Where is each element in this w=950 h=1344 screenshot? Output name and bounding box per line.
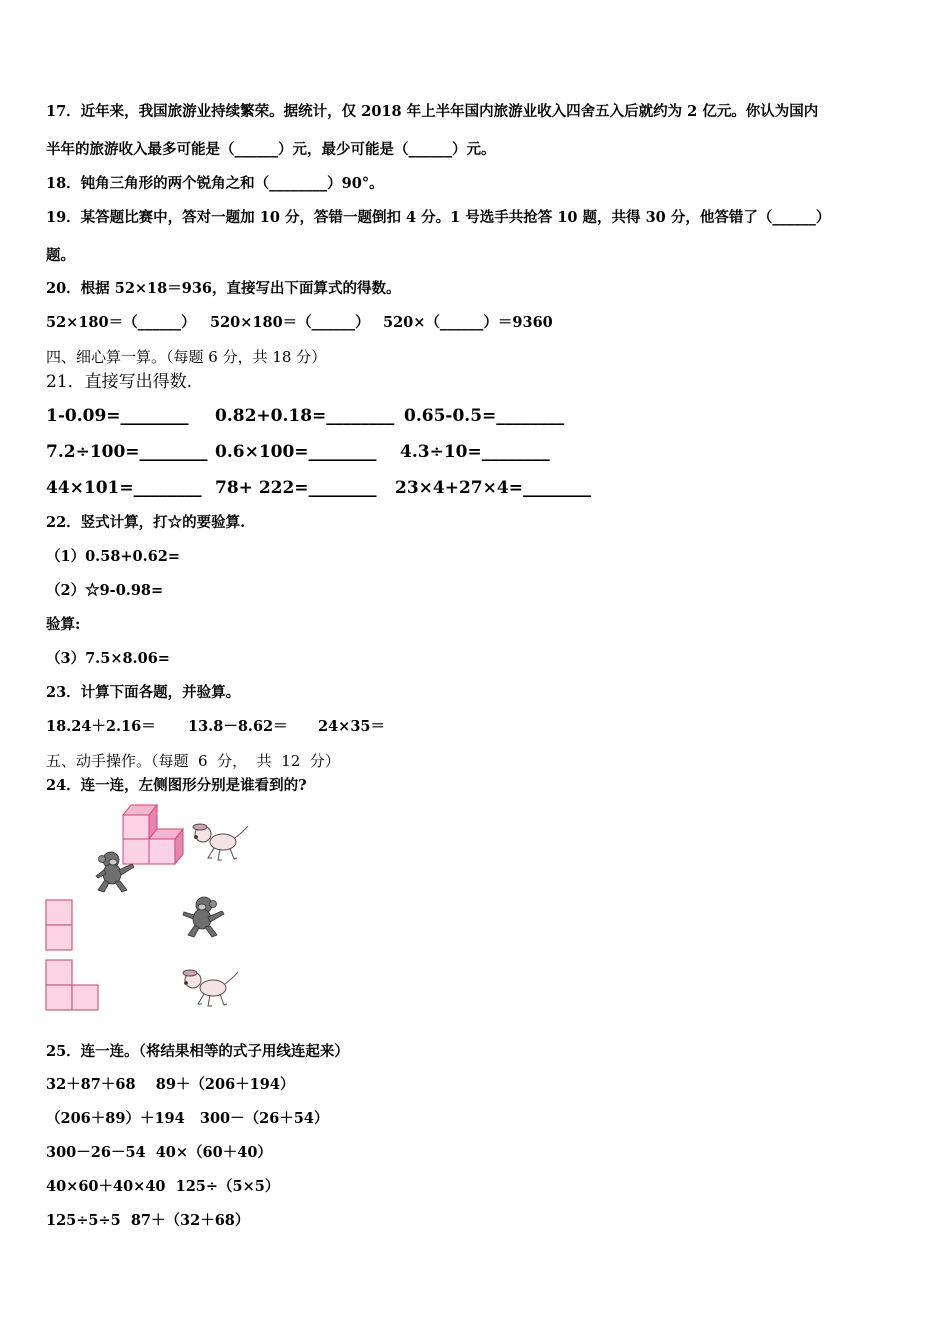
q22-item-3: （3）7.5×8.06= [46, 650, 170, 667]
q20-text: 20．根据 52×18＝936，直接写出下面算式的得数。 [46, 280, 401, 297]
section-5-heading: 五、动手操作。（每题 6 分， 共 12 分） [46, 752, 340, 770]
monkey-icon [92, 850, 138, 896]
q25-row-3: 300－26－54 40×（60＋40） [46, 1144, 272, 1161]
dog-icon-2[interactable] [180, 966, 240, 1008]
q24-text: 24．连一连，左侧图形分别是谁看到的? [46, 777, 307, 794]
q21-r3-c2: 78+ 222=________ [215, 478, 377, 498]
q25-text: 25．连一连。（将结果相等的式子用线连起来） [46, 1043, 349, 1060]
q21-text: 21．直接写出得数. [46, 372, 193, 392]
q18-text: 18．钝角三角形的两个锐角之和（________）90°。 [46, 175, 384, 192]
q20-item-1: 52×180＝（______） [46, 314, 196, 331]
q22-item-2: （2）☆9-0.98= [46, 582, 164, 599]
q17-line1: 17．近年来，我国旅游业持续繁荣。据统计，仅 2018 年上半年国内旅游业收入四舍五入后就约为 2 亿元。你认为国内 [46, 103, 819, 120]
q21-r3-c1: 44×101=________ [46, 478, 202, 498]
q17-line2: 半年的旅游收入最多可能是（______）元，最少可能是（______）元。 [46, 141, 496, 158]
q21-r2-c2: 0.6×100=________ [215, 442, 377, 462]
q25-row-1: 32＋87＋68 89＋（206＋194） [46, 1076, 295, 1093]
q21-r1-c2: 0.82+0.18=________ [215, 406, 395, 426]
view-shape-vertical-two[interactable] [44, 898, 74, 952]
dog-icon [190, 820, 250, 862]
q23-item-3: 24×35＝ [318, 718, 386, 735]
q21-r1-c1: 1-0.09=________ [46, 406, 189, 426]
q21-r2-c3: 4.3÷10=________ [400, 442, 550, 462]
q22-check-label: 验算: [46, 616, 81, 633]
section-4-heading: 四、细心算一算。（每题 6 分，共 18 分） [46, 348, 327, 366]
q21-r1-c3: 0.65-0.5=________ [404, 406, 565, 426]
q25-row-4: 40×60＋40×40 125÷（5×5） [46, 1178, 280, 1195]
q22-item-1: （1）0.58+0.62= [46, 548, 181, 565]
view-shape-l-three[interactable] [44, 958, 100, 1012]
q19-line1: 19．某答题比赛中，答对一题加 10 分，答错一题倒扣 4 分。1 号选手共抢答 10 题，共得 30 分，他答错了（______） [46, 209, 831, 226]
q23-text: 23．计算下面各题，并验算。 [46, 684, 241, 701]
q21-r2-c1: 7.2÷100=________ [46, 442, 208, 462]
q20-item-3: 520×（______）＝9360 [383, 314, 553, 331]
q23-item-2: 13.8－8.62＝ [188, 718, 288, 735]
q25-row-2: （206＋89）＋194 300－（26＋54） [46, 1110, 329, 1127]
q19-line2: 题。 [46, 247, 75, 264]
q22-text: 22．竖式计算，打☆的要验算. [46, 514, 246, 531]
q21-r3-c3: 23×4+27×4=________ [395, 478, 591, 498]
q25-row-5: 125÷5÷5 87＋（32＋68） [46, 1212, 250, 1229]
monkey-icon-2[interactable] [180, 895, 226, 941]
q20-item-2: 520×180＝（______） [210, 314, 370, 331]
q23-item-1: 18.24＋2.16＝ [46, 718, 156, 735]
